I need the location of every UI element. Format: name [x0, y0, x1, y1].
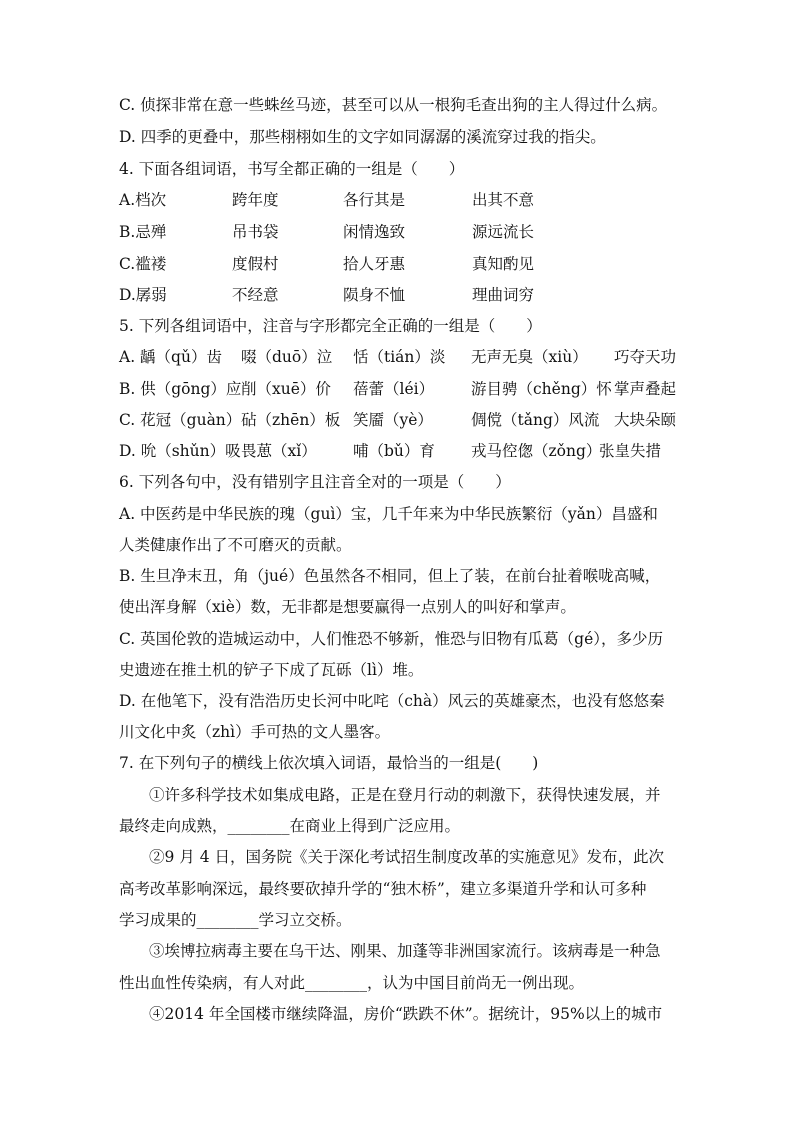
- q6-option-b-line1: B. 生旦净末丑，角（jué）色虽然各不相同，但上了装，在前台扯着喉咙高喊，: [119, 567, 661, 585]
- q7-sentence-3-line2: 性出血性传染病，有人对此________，认为中国目前尚无一例出现。: [119, 974, 585, 992]
- q6-option-a-line2: 人类健康作出了不可磨灭的贡献。: [119, 536, 352, 554]
- q6-option-c-line1: C. 英国伦敦的造城运动中，人们惟恐不够新，惟恐与旧物有瓜葛（gé），多少历: [119, 630, 664, 648]
- q7-sentence-1-line2: 最终走向成熟，________在商业上得到广泛应用。: [119, 817, 461, 835]
- q3-option-d: D. 四季的更叠中，那些栩栩如生的文字如同潺潺的溪流穿过我的指尖。: [119, 128, 606, 146]
- q6-option-a-line1: A. 中医药是中华民族的瑰（guì）宝，几千年来为中华民族繁衍（yǎn）昌盛和: [119, 505, 658, 523]
- q7-sentence-3-line1: ③埃博拉病毒主要在乌干达、刚果、加蓬等非洲国家流行。该病毒是一种急: [149, 942, 661, 960]
- q6-option-c-line2: 史遗迹在推土机的铲子下成了瓦砾（lì）堆。: [119, 661, 424, 679]
- question-6: 6. 下列各句中，没有错别字且注音全对的一项是（ ）: [119, 473, 511, 491]
- q6-option-d-line2: 川文化中炙（zhì）手可热的文人墨客。: [119, 723, 391, 741]
- q6-option-d-line1: D. 在他笔下，没有浩浩历史长河中叱咤（chà）风云的英雄豪杰，也没有悠悠秦: [119, 692, 665, 710]
- q3-option-c: C. 侦探非常在意一些蛛丝马迹，甚至可以从一根狗毛查出狗的主人得过什么病。: [119, 96, 668, 114]
- document-page: C. 侦探非常在意一些蛛丝马迹，甚至可以从一根狗毛查出狗的主人得过什么病。 D. 四季的更叠中，那些栩栩如生的文字如同潺潺的溪流穿过我的指尖。 4. 下面各组词语，书写全都正确的一组是（ ） A.档次 跨年度 各行其是 出其不意 B.忌殚 吊书袋 闲情逸致 源远流长 C.褴褛 度假村 拾人牙惠 真知酌见 D.孱弱 不经意 陨身不恤 理曲词穷 5. 下列各组词语中，注音与字形都完全正确的一组是（ ） A. 龋（qǔ）齿 啜（duō）泣 恬（tián）淡 无声无臭（xiù） 巧夺天功 B. 供（gōng）应 削（xuē）价 蓓蕾（léi） 游目骋（chěng）怀 掌声叠起 C. 花冠（guàn） 砧（zhēn）板 笑靥（yè） 倜傥（tǎng）风流 大块朵颐 D. 吮（shǔn）吸 畏葸（xǐ） 哺（bǔ）育 戎马倥偬（zǒng） 张皇失措 6. 下列各句中，没有错别字且注音全对的一项是（ ） A. 中医药是中华民族的瑰（guì）宝，几千年来为中华民族繁衍（yǎn）昌盛和 人类健康作出了不可磨灭的贡献。 B. 生旦净末丑，角（jué）色虽然各不相同，但上了装，在前台扯着喉咙高喊， 使出浑身解（xiè）数，无非都是想要赢得一点别人的叫好和掌声。 C. 英国伦敦的造城运动中，人们惟恐不够新，惟恐与旧物有瓜葛（gé），多少历 史遗迹在推土机的铲子下成了瓦砾（lì）堆。 D. 在他笔下，没有浩浩历史长河中叱咤（chà）风云的英雄豪杰，也没有悠悠秦 川文化中炙（zhì）手可热的文人墨客。 7. 在下列句子的横线上依次填入词语，最恰当的一组是( ) ①许多科学技术如集成电路，正是在登月行动的刺激下，获得快速发展，并 最终走向成熟，________在商业上得到广泛应用。 ②9 月 4 日，国务院《关于深化考试招生制度改革的实施意见》发布，此次 高考改革影响深远，最终要砍掉升学的“独木桥”，建立多渠道升学和认可多种 学习成果的________学习立交桥。 ③埃博拉病毒主要在乌干达、刚果、加蓬等非洲国家流行。该病毒是一种急 性出血性传染病，有人对此________，认为中国目前尚无一例出现。 ④2014 年全国楼市继续降温，房价“跌跌不休”。据统计，95%以上的城市: [0, 0, 794, 1123]
- q7-sentence-1-line1: ①许多科学技术如集成电路，正是在登月行动的刺激下，获得快速发展，并: [149, 786, 661, 804]
- q7-sentence-2-line3: 学习成果的________学习立交桥。: [119, 911, 352, 929]
- q7-sentence-4-line1: ④2014 年全国楼市继续降温，房价“跌跌不休”。据统计，95%以上的城市: [149, 1005, 663, 1023]
- q7-sentence-2-line1: ②9 月 4 日，国务院《关于深化考试招生制度改革的实施意见》发布，此次: [149, 848, 665, 866]
- question-4: 4. 下面各组词语，书写全都正确的一组是（ ）: [119, 160, 465, 178]
- q6-option-b-line2: 使出浑身解（xiè）数，无非都是想要赢得一点别人的叫好和掌声。: [119, 598, 576, 616]
- q7-sentence-2-line2: 高考改革影响深远，最终要砍掉升学的“独木桥”，建立多渠道升学和认可多种: [119, 880, 647, 898]
- question-5: 5. 下列各组词语中，注音与字形都完全正确的一组是（ ）: [119, 317, 542, 335]
- question-7: 7. 在下列句子的横线上依次填入词语，最恰当的一组是( ): [119, 754, 539, 772]
